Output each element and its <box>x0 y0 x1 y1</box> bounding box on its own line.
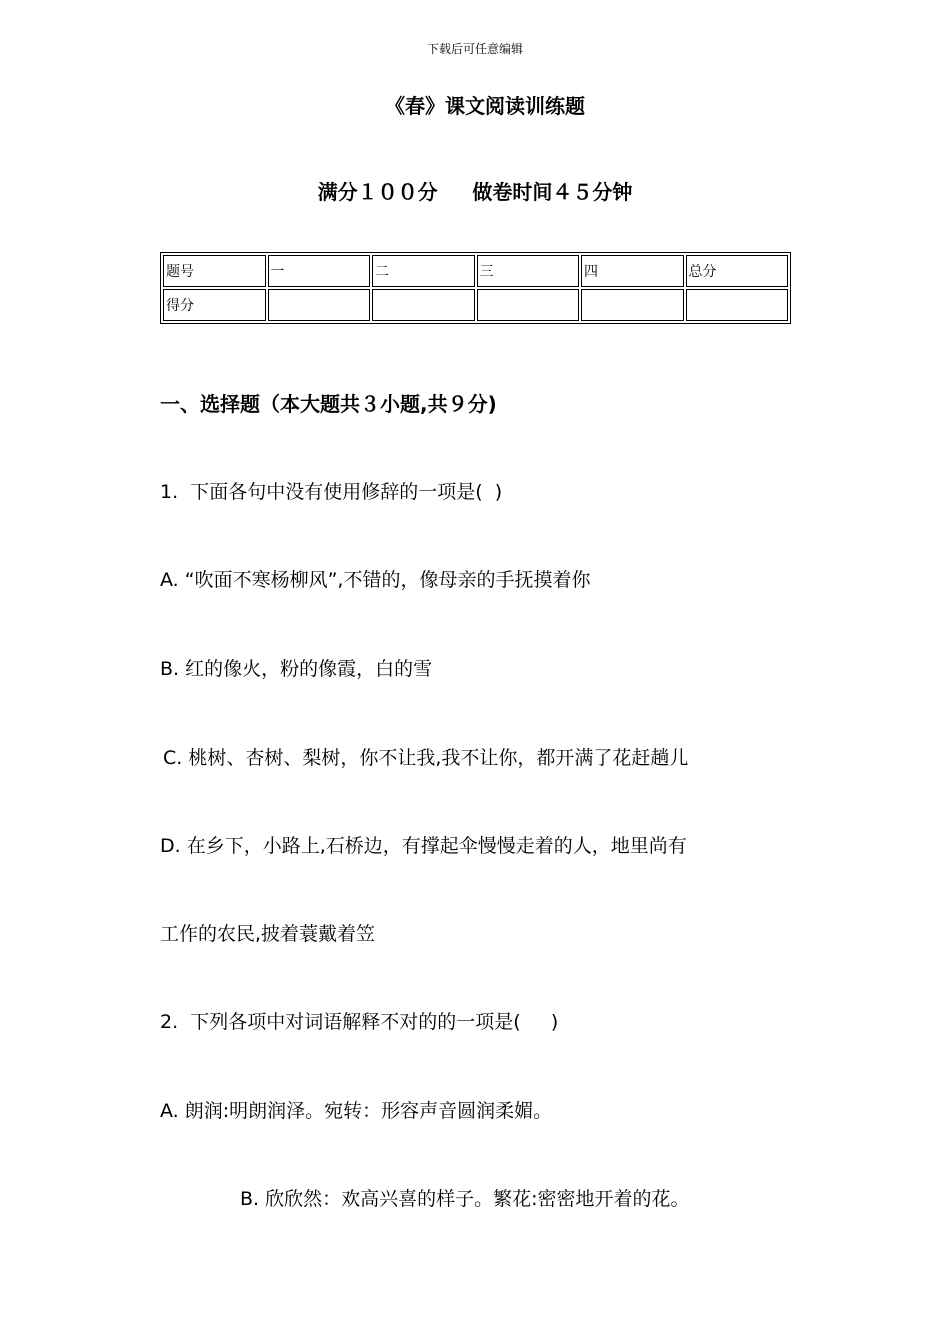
question-2-stem: 2. 下列各项中对词语解释不对的的一项是( ) <box>160 1011 559 1033</box>
table-header-cell: 四 <box>581 255 684 287</box>
table-header-cell: 二 <box>372 255 475 287</box>
document-subtitle: 满分１００分 做卷时间４５分钟 <box>317 180 633 204</box>
question-1-option-d-continued: 工作的农民,披着蓑戴着笠 <box>160 923 376 945</box>
score-cell <box>686 289 789 321</box>
score-cell <box>477 289 580 321</box>
question-2-option-a: A. 朗润:明朗润泽。宛转：形容声音圆润柔媚。 <box>160 1100 553 1122</box>
table-header-cell: 总分 <box>686 255 789 287</box>
page-header-note: 下载后可任意编辑 <box>426 42 523 56</box>
question-1-option-d: D. 在乡下，小路上,石桥边，有撑起伞慢慢走着的人，地里尚有 <box>160 835 687 857</box>
question-1-option-b: B. 红的像火，粉的像霞，白的雪 <box>160 658 433 680</box>
document-title: 《春》课文阅读训练题 <box>385 94 585 118</box>
score-table-header-row <box>163 255 788 287</box>
score-cell <box>581 289 684 321</box>
score-cell <box>268 289 371 321</box>
table-header-cell: 一 <box>268 255 371 287</box>
table-header-cell: 三 <box>477 255 580 287</box>
question-1-option-a: A. “吹面不寒杨柳风”,不错的，像母亲的手抚摸着你 <box>160 569 591 591</box>
question-1-stem: 1. 下面各句中没有使用修辞的一项是( ) <box>160 481 503 503</box>
table-header-cell: 题号 <box>163 255 266 287</box>
question-1-option-c: C. 桃树、杏树、梨树，你不让我,我不让你，都开满了花赶趟儿 <box>163 747 689 769</box>
score-table-score-row <box>163 289 788 321</box>
score-table <box>160 252 791 324</box>
section-heading: 一、选择题（本大题共３小题,共９分) <box>160 392 497 416</box>
question-2-option-b: B. 欣欣然：欢高兴喜的样子。繁花:密密地开着的花。 <box>240 1188 690 1210</box>
table-row-label: 得分 <box>163 289 266 321</box>
score-cell <box>372 289 475 321</box>
